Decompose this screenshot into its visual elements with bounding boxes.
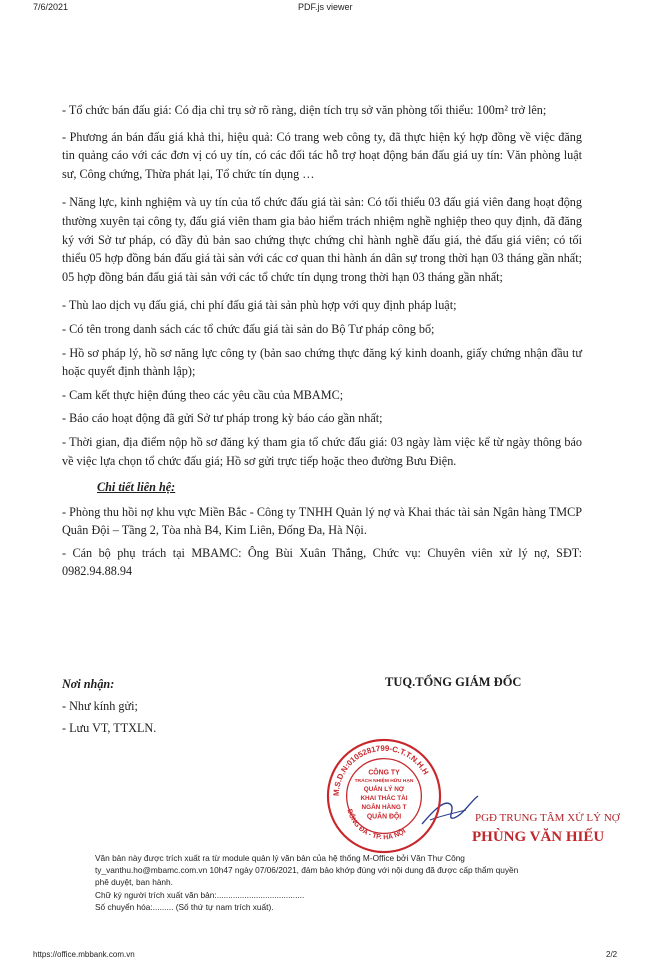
- paragraph-fees: - Thù lao dịch vụ đấu giá, chi phí đấu giá tài sản phù hợp với quy định pháp luật;: [62, 298, 457, 313]
- page-number: 2/2: [606, 950, 618, 959]
- note-line: Số chuyển hóa:......... (Số thứ tự nam trích xuất).: [95, 901, 274, 912]
- extraction-note: [95, 852, 565, 913]
- seal-ring-text: M.S.D.N:0105281799-C.T.T.N.H.H: [331, 743, 431, 797]
- recipient-item: - Như kính gửi;: [62, 699, 138, 713]
- recipient-item: - Lưu VT, TTXLN.: [62, 721, 157, 735]
- paragraph-listed: - Có tên trong danh sách các tổ chức đấu giá tài sản do Bộ Tư pháp công bố;: [62, 321, 435, 336]
- header-title: PDF.js viewer: [298, 2, 353, 12]
- contact-officer: - Cán bộ phụ trách tại MBAMC: Ông Bùi Xuân Thắng, Chức vụ: Chuyên viên xử lý nợ, SĐT: 0982.94.88.94: [62, 545, 582, 579]
- signer-title: PGĐ TRUNG TÂM XỬ LÝ NỢ: [475, 812, 620, 824]
- paragraph-auction-plan: - Phương án bán đấu giá khả thi, hiệu quả: Có trang web công ty, đã thực hiện ký hợp đồng về việc đăng tin quảng cáo với các đơn vị có uy tín, có các đối tác hỗ trợ hoạt động bán đấu giá uy tín: Văn phòng luật sư, Công chứng, Thừa phát lại, Tổ chức tín dụng …: [62, 129, 582, 181]
- seal-line: TRÁCH NHIỆM HỮU HẠN: [354, 779, 414, 785]
- note-line: Chữ ký người trích xuất văn bản:......................................: [95, 889, 305, 900]
- seal-line: QUẢN LÝ NỢ: [363, 786, 405, 794]
- seal-line: CÔNG TY: [368, 769, 400, 777]
- signer-name: PHÙNG VĂN HIẾU: [472, 829, 605, 845]
- note-line: phê duyệt, ban hành.: [95, 877, 173, 888]
- document-body: [62, 101, 582, 581]
- note-line: ty_vanthu.ho@mbamc.com.vn 10h47 ngày 07/06/2021, đảm bảo khớp đúng với nội dung đã được cấp thẩm quyền: [95, 865, 519, 876]
- footer-url: https://office.mbbank.com.vn: [33, 950, 135, 959]
- seal-line: NGÂN HÀNG T: [361, 803, 407, 811]
- paragraph-office-requirement: - Tổ chức bán đấu giá: Có địa chỉ trụ sở rõ ràng, diện tích trụ sở văn phòng tối thiểu: 100m² trở lên;: [62, 103, 547, 117]
- paragraph-report: - Báo cáo hoạt động đã gửi Sở tư pháp trong kỳ báo cáo gần nhất;: [62, 411, 383, 426]
- seal-bottom-text: ĐỐNG ĐA - TP. HÀ NỘI: [345, 808, 408, 842]
- note-line: Văn bản này được trích xuất ra từ module quản lý văn bản của hệ thống M-Office bởi Văn Thư Công: [95, 853, 465, 863]
- contact-heading: Chi tiết liên hệ:: [97, 480, 176, 495]
- paragraph-commitment: - Cam kết thực hiện đúng theo các yêu cầu của MBAMC;: [62, 387, 344, 402]
- signing-authority: TUQ.TỔNG GIÁM ĐỐC: [385, 675, 522, 689]
- recipients-heading: Nơi nhận:: [62, 677, 115, 691]
- paragraph-capability: - Năng lực, kinh nghiệm và uy tín của tổ chức đấu giá tài sản: Có tối thiểu 03 đấu giá viên đang hoạt động thường xuyên tại công ty, đấu giá viên tham gia bảo hiểm trách nhiệm nghề nghiệp theo quy định, đã đăng ký với Sở tư pháp, có đầy đủ bản sao chứng thực chứng chỉ hành nghề đấu giá, thẻ đấu giá viên; có tối thiểu 05 hợp đồng bán đấu giá tài sản với các cơ quan thi hành án dân sự trong thời hạn 03 tháng gần nhất; 05 hợp đồng bán đấu giá tài sản với các tổ chức tín dụng trong thời hạn 03 tháng gần nhất;: [62, 195, 582, 284]
- paragraph-legal-docs: - Hồ sơ pháp lý, hồ sơ năng lực công ty (bản sao chứng thực đăng ký kinh doanh, giấy chứng nhận đầu tư hoặc quyết định thành lập);: [62, 345, 582, 379]
- company-seal: [325, 737, 443, 855]
- paragraph-submission: - Thời gian, địa điểm nộp hồ sơ đăng ký tham gia tổ chức đấu giá: 03 ngày làm việc kể từ ngày thông báo về việc lựa chọn tổ chức đấu giá; Hồ sơ gửi trực tiếp hoặc theo đường Bưu Điện.: [62, 434, 582, 468]
- header-date: 7/6/2021: [33, 2, 69, 12]
- seal-line: QUÂN ĐỘI: [366, 813, 402, 821]
- contact-address: - Phòng thu hồi nợ khu vực Miền Bắc - Công ty TNHH Quản lý nợ và Khai thác tài sản Ngân hàng TMCP Quân Đội – Tầng 2, Tòa nhà B4, Kim Liên, Đống Đa, Hà Nội.: [62, 504, 582, 538]
- seal-line: KHAI THÁC TÀI: [360, 794, 408, 802]
